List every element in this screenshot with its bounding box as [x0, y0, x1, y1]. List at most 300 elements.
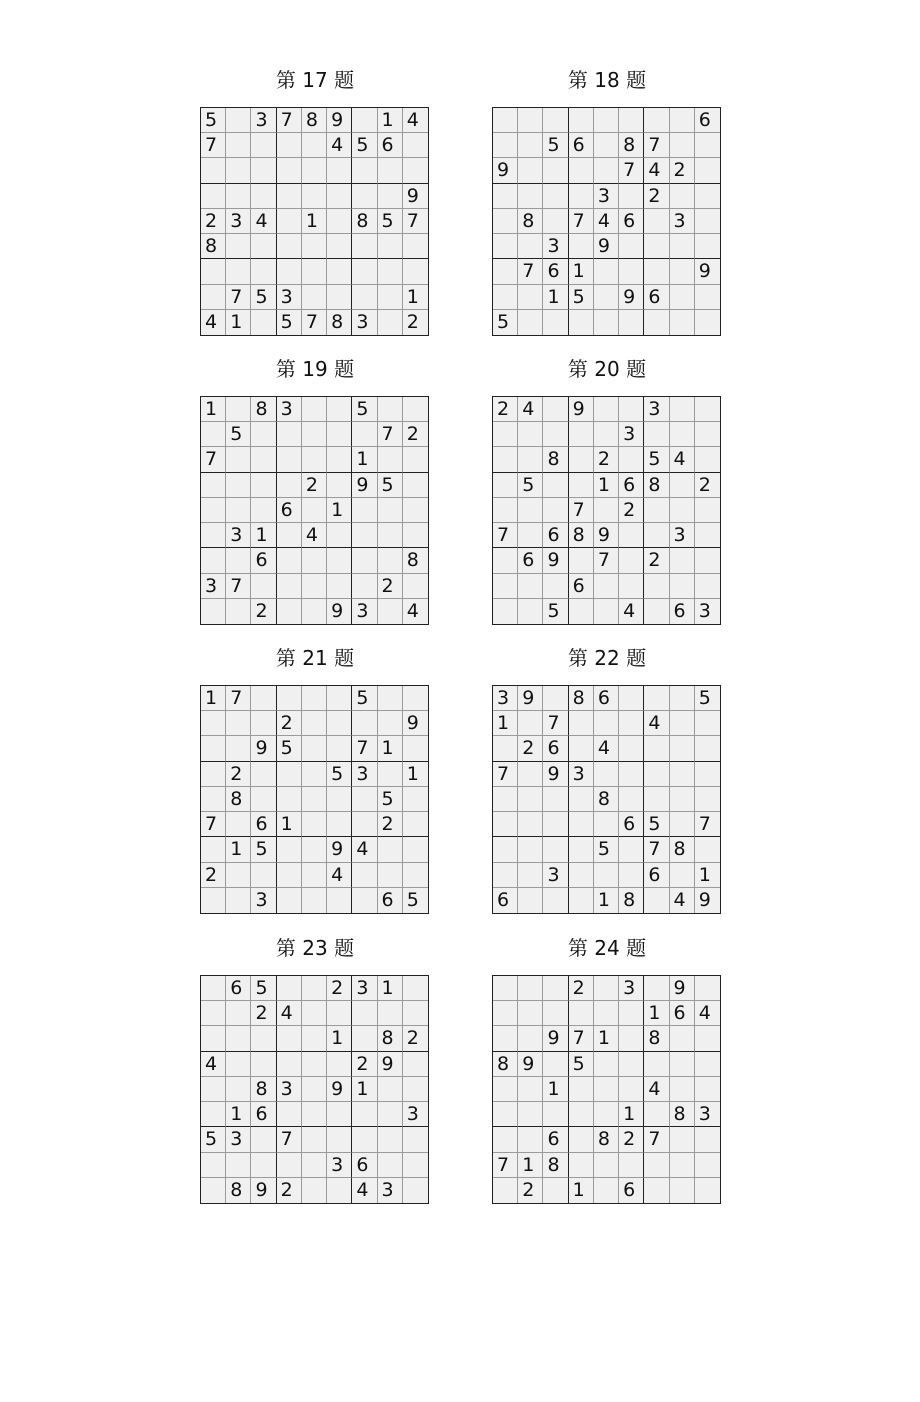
sudoku-cell [302, 1077, 327, 1102]
sudoku-cell: 5 [277, 310, 302, 335]
sudoku-cell [403, 234, 428, 259]
sudoku-cell [226, 1026, 251, 1051]
sudoku-cell: 6 [644, 863, 669, 888]
sudoku-cell [251, 498, 276, 523]
sudoku-cell: 4 [251, 209, 276, 234]
sudoku-cell [518, 762, 543, 787]
sudoku-cell [619, 1153, 644, 1178]
sudoku-cell: 9 [327, 108, 352, 133]
sudoku-cell [327, 1178, 352, 1203]
sudoku-cell [378, 310, 403, 335]
sudoku-cell [644, 1102, 669, 1127]
sudoku-cell: 3 [251, 888, 276, 913]
sudoku-cell [327, 209, 352, 234]
sudoku-cell [403, 473, 428, 498]
sudoku-cell: 9 [327, 1077, 352, 1102]
sudoku-cell: 9 [493, 158, 518, 183]
sudoku-cell [543, 888, 568, 913]
sudoku-cell [403, 574, 428, 599]
sudoku-cell [378, 259, 403, 284]
sudoku-cell: 2 [201, 863, 226, 888]
sudoku-cell [594, 1052, 619, 1077]
sudoku-cell [352, 1127, 377, 1152]
sudoku-cell: 6 [378, 133, 403, 158]
sudoku-cell [644, 762, 669, 787]
sudoku-cell [251, 574, 276, 599]
sudoku-cell [352, 158, 377, 183]
sudoku-cell [403, 133, 428, 158]
puzzle-title: 第 23 题 [275, 936, 355, 960]
sudoku-cell [201, 1102, 226, 1127]
sudoku-cell [378, 686, 403, 711]
sudoku-cell: 4 [518, 397, 543, 422]
sudoku-cell: 8 [201, 234, 226, 259]
sudoku-cell [543, 1001, 568, 1026]
sudoku-cell [670, 1153, 695, 1178]
sudoku-cell [302, 812, 327, 837]
sudoku-cell: 8 [403, 548, 428, 573]
sudoku-cell [543, 574, 568, 599]
sudoku-cell [302, 234, 327, 259]
sudoku-cell: 8 [619, 133, 644, 158]
sudoku-cell [201, 1026, 226, 1051]
puzzle-title: 第 22 题 [567, 646, 647, 670]
sudoku-cell [201, 787, 226, 812]
sudoku-cell: 2 [302, 473, 327, 498]
sudoku-cell: 3 [670, 523, 695, 548]
sudoku-cell [543, 787, 568, 812]
sudoku-grid [200, 396, 429, 625]
sudoku-cell [543, 498, 568, 523]
sudoku-cell [226, 1001, 251, 1026]
sudoku-cell [543, 108, 568, 133]
sudoku-cell [569, 812, 594, 837]
sudoku-cell [302, 762, 327, 787]
sudoku-cell [644, 498, 669, 523]
sudoku-cell [594, 574, 619, 599]
sudoku-cell: 7 [226, 285, 251, 310]
sudoku-cell [327, 812, 352, 837]
sudoku-cell: 5 [543, 599, 568, 624]
sudoku-cell: 1 [594, 1026, 619, 1051]
sudoku-cell [327, 1052, 352, 1077]
sudoku-cell [302, 548, 327, 573]
sudoku-cell: 5 [644, 812, 669, 837]
sudoku-cell [327, 888, 352, 913]
sudoku-cell [569, 310, 594, 335]
sudoku-cell: 7 [493, 1153, 518, 1178]
sudoku-cell: 1 [378, 736, 403, 761]
sudoku-cell [201, 736, 226, 761]
sudoku-cell [670, 711, 695, 736]
sudoku-cell: 4 [670, 447, 695, 472]
sudoku-cell: 3 [543, 234, 568, 259]
sudoku-cell [251, 863, 276, 888]
sudoku-cell: 6 [644, 285, 669, 310]
sudoku-cell [644, 310, 669, 335]
sudoku-cell [594, 711, 619, 736]
sudoku-cell: 1 [378, 976, 403, 1001]
sudoku-cell [277, 888, 302, 913]
sudoku-cell [251, 711, 276, 736]
sudoku-cell [695, 133, 720, 158]
sudoku-cell [302, 976, 327, 1001]
sudoku-cell: 9 [403, 711, 428, 736]
sudoku-cell: 8 [352, 209, 377, 234]
sudoku-grid [200, 975, 429, 1204]
sudoku-cell [378, 1153, 403, 1178]
sudoku-cell: 1 [569, 259, 594, 284]
sudoku-cell [201, 1178, 226, 1203]
sudoku-cell [518, 523, 543, 548]
sudoku-cell: 2 [644, 548, 669, 573]
sudoku-cell [695, 209, 720, 234]
sudoku-cell: 7 [201, 447, 226, 472]
sudoku-cell [569, 736, 594, 761]
sudoku-cell: 4 [594, 736, 619, 761]
sudoku-cell: 5 [569, 1052, 594, 1077]
sudoku-cell: 9 [543, 762, 568, 787]
sudoku-cell [594, 259, 619, 284]
sudoku-cell [619, 574, 644, 599]
sudoku-cell: 1 [277, 812, 302, 837]
sudoku-cell: 1 [352, 447, 377, 472]
sudoku-cell [619, 234, 644, 259]
sudoku-cell: 1 [493, 711, 518, 736]
sudoku-cell [226, 548, 251, 573]
sudoku-cell [569, 599, 594, 624]
sudoku-cell [302, 1178, 327, 1203]
sudoku-cell [302, 1026, 327, 1051]
sudoku-cell: 5 [543, 133, 568, 158]
sudoku-cell [327, 711, 352, 736]
sudoku-cell [644, 234, 669, 259]
sudoku-cell: 5 [378, 473, 403, 498]
sudoku-cell [226, 1077, 251, 1102]
sudoku-cell: 3 [569, 762, 594, 787]
sudoku-cell [403, 736, 428, 761]
sudoku-cell [543, 184, 568, 209]
sudoku-cell: 9 [518, 686, 543, 711]
sudoku-cell [594, 285, 619, 310]
sudoku-cell [493, 447, 518, 472]
sudoku-cell [251, 686, 276, 711]
sudoku-cell [302, 787, 327, 812]
sudoku-cell [670, 548, 695, 573]
sudoku-cell [277, 976, 302, 1001]
sudoku-cell [403, 447, 428, 472]
sudoku-cell: 2 [201, 209, 226, 234]
sudoku-cell: 1 [251, 523, 276, 548]
sudoku-cell: 7 [493, 762, 518, 787]
sudoku-cell: 1 [302, 209, 327, 234]
sudoku-cell [302, 259, 327, 284]
sudoku-cell [569, 548, 594, 573]
sudoku-cell: 8 [644, 473, 669, 498]
sudoku-cell [670, 133, 695, 158]
sudoku-cell [619, 1001, 644, 1026]
sudoku-cell [403, 523, 428, 548]
sudoku-cell [518, 310, 543, 335]
puzzle-title: 第 19 题 [275, 357, 355, 381]
sudoku-cell [493, 184, 518, 209]
sudoku-cell [403, 976, 428, 1001]
sudoku-cell: 5 [594, 837, 619, 862]
sudoku-cell: 3 [543, 863, 568, 888]
sudoku-cell [277, 1153, 302, 1178]
sudoku-cell [378, 184, 403, 209]
sudoku-cell: 2 [670, 158, 695, 183]
sudoku-cell [378, 234, 403, 259]
sudoku-cell: 6 [543, 523, 568, 548]
sudoku-cell [493, 1127, 518, 1152]
sudoku-grid [492, 396, 721, 625]
sudoku-cell [670, 812, 695, 837]
sudoku-cell [226, 498, 251, 523]
sudoku-cell: 5 [378, 209, 403, 234]
sudoku-cell [569, 108, 594, 133]
sudoku-cell [327, 234, 352, 259]
sudoku-cell [352, 523, 377, 548]
sudoku-cell [251, 184, 276, 209]
sudoku-cell [302, 397, 327, 422]
sudoku-cell [518, 976, 543, 1001]
sudoku-cell [594, 1102, 619, 1127]
sudoku-cell [352, 1102, 377, 1127]
sudoku-cell: 7 [569, 209, 594, 234]
sudoku-cell [352, 498, 377, 523]
sudoku-cell: 9 [378, 1052, 403, 1077]
sudoku-cell [644, 787, 669, 812]
sudoku-cell: 3 [378, 1178, 403, 1203]
sudoku-cell [201, 888, 226, 913]
sudoku-cell [201, 422, 226, 447]
sudoku-cell [619, 863, 644, 888]
sudoku-cell: 8 [569, 686, 594, 711]
sudoku-cell [251, 1026, 276, 1051]
sudoku-cell [493, 1178, 518, 1203]
sudoku-cell [302, 1153, 327, 1178]
sudoku-cell: 6 [594, 686, 619, 711]
sudoku-cell [352, 812, 377, 837]
sudoku-cell [644, 1178, 669, 1203]
sudoku-cell [670, 259, 695, 284]
sudoku-cell: 7 [518, 259, 543, 284]
sudoku-cell: 5 [695, 686, 720, 711]
sudoku-cell: 5 [277, 736, 302, 761]
sudoku-cell: 3 [352, 599, 377, 624]
sudoku-cell [594, 863, 619, 888]
sudoku-cell [518, 133, 543, 158]
sudoku-cell [594, 976, 619, 1001]
sudoku-cell [201, 1001, 226, 1026]
sudoku-cell: 9 [695, 259, 720, 284]
sudoku-cell [302, 158, 327, 183]
sudoku-cell [201, 599, 226, 624]
sudoku-cell: 5 [327, 762, 352, 787]
sudoku-cell [327, 736, 352, 761]
sudoku-cell [619, 711, 644, 736]
sudoku-cell [251, 133, 276, 158]
sudoku-cell [543, 1102, 568, 1127]
sudoku-cell [226, 473, 251, 498]
sudoku-cell: 6 [670, 599, 695, 624]
sudoku-cell [594, 812, 619, 837]
sudoku-cell [403, 837, 428, 862]
sudoku-cell [277, 787, 302, 812]
sudoku-cell [302, 574, 327, 599]
sudoku-cell: 9 [518, 1052, 543, 1077]
sudoku-cell [352, 1001, 377, 1026]
sudoku-cell [670, 1077, 695, 1102]
sudoku-cell: 8 [327, 310, 352, 335]
sudoku-cell: 7 [569, 1026, 594, 1051]
sudoku-cell [695, 234, 720, 259]
sudoku-cell: 4 [406, 599, 419, 622]
sudoku-cell [201, 711, 226, 736]
sudoku-cell: 8 [251, 397, 276, 422]
sudoku-cell [569, 158, 594, 183]
sudoku-cell [493, 1001, 518, 1026]
sudoku-cell: 6 [518, 548, 543, 573]
sudoku-cell [352, 184, 377, 209]
sudoku-cell [619, 548, 644, 573]
sudoku-cell: 4 [619, 599, 644, 624]
sudoku-cell [327, 259, 352, 284]
sudoku-cell [201, 285, 226, 310]
sudoku-cell [352, 234, 377, 259]
sudoku-cell: 2 [406, 310, 419, 333]
sudoku-cell: 1 [327, 1026, 352, 1051]
sudoku-cell [518, 1127, 543, 1152]
sudoku-cell [251, 447, 276, 472]
sudoku-cell: 1 [201, 686, 226, 711]
sudoku-cell: 5 [352, 686, 377, 711]
sudoku-cell [378, 1077, 403, 1102]
sudoku-cell [543, 837, 568, 862]
sudoku-cell [594, 133, 619, 158]
puzzle-title: 第 18 题 [567, 68, 647, 92]
sudoku-cell [327, 1001, 352, 1026]
sudoku-cell [569, 184, 594, 209]
sudoku-cell: 2 [594, 447, 619, 472]
sudoku-cell [695, 762, 720, 787]
sudoku-cell [201, 473, 226, 498]
sudoku-cell: 4 [327, 133, 352, 158]
sudoku-cell [518, 888, 543, 913]
sudoku-cell: 3 [226, 523, 251, 548]
sudoku-cell [518, 184, 543, 209]
sudoku-cell [543, 686, 568, 711]
sudoku-cell [403, 1127, 428, 1152]
sudoku-cell: 5 [378, 787, 403, 812]
sudoku-cell [201, 976, 226, 1001]
sudoku-cell [352, 863, 377, 888]
sudoku-cell [403, 863, 428, 888]
sudoku-cell [327, 397, 352, 422]
sudoku-cell [670, 473, 695, 498]
sudoku-cell [251, 422, 276, 447]
sudoku-cell [302, 599, 327, 624]
sudoku-cell [670, 422, 695, 447]
sudoku-cell [378, 837, 403, 862]
sudoku-cell [543, 473, 568, 498]
sudoku-cell [619, 523, 644, 548]
sudoku-cell [543, 158, 568, 183]
sudoku-cell [226, 599, 251, 624]
sudoku-cell [302, 736, 327, 761]
sudoku-cell: 1 [403, 285, 428, 310]
sudoku-cell: 5 [251, 837, 276, 862]
sudoku-cell [695, 1052, 720, 1077]
sudoku-cell [569, 473, 594, 498]
sudoku-cell [352, 574, 377, 599]
sudoku-cell [226, 812, 251, 837]
sudoku-cell [493, 736, 518, 761]
sudoku-cell [569, 1127, 594, 1152]
sudoku-cell: 8 [518, 209, 543, 234]
sudoku-cell [644, 209, 669, 234]
sudoku-cell [277, 574, 302, 599]
sudoku-cell [518, 1026, 543, 1051]
sudoku-cell [226, 133, 251, 158]
sudoku-cell: 6 [619, 209, 644, 234]
sudoku-cell [644, 422, 669, 447]
sudoku-cell [493, 787, 518, 812]
sudoku-cell: 5 [201, 1127, 226, 1152]
sudoku-cell: 5 [352, 397, 377, 422]
sudoku-cell [670, 310, 695, 335]
sudoku-cell [493, 837, 518, 862]
sudoku-cell [327, 158, 352, 183]
sudoku-cell [695, 837, 720, 862]
sudoku-cell [594, 1153, 619, 1178]
sudoku-cell [251, 787, 276, 812]
sudoku-cell [594, 108, 619, 133]
sudoku-cell: 1 [518, 1153, 543, 1178]
sudoku-cell [619, 1026, 644, 1051]
sudoku-cell: 1 [543, 1077, 568, 1102]
sudoku-cell [493, 574, 518, 599]
sudoku-cell: 8 [251, 1077, 276, 1102]
sudoku-cell: 7 [226, 574, 251, 599]
sudoku-cell: 2 [251, 599, 276, 624]
sudoku-cell [302, 133, 327, 158]
sudoku-cell [352, 711, 377, 736]
sudoku-cell: 4 [644, 711, 669, 736]
sudoku-cell: 9 [619, 285, 644, 310]
sudoku-cell [695, 310, 720, 335]
sudoku-cell [378, 1127, 403, 1152]
sudoku-cell [670, 574, 695, 599]
sudoku-cell: 4 [695, 1001, 720, 1026]
sudoku-cell [352, 422, 377, 447]
sudoku-cell [327, 1127, 352, 1152]
sudoku-cell [277, 686, 302, 711]
sudoku-cell [569, 422, 594, 447]
sudoku-cell [594, 1178, 619, 1203]
sudoku-cell [493, 863, 518, 888]
sudoku-cell [302, 1102, 327, 1127]
sudoku-cell [277, 548, 302, 573]
sudoku-cell [569, 447, 594, 472]
sudoku-cell: 7 [644, 133, 669, 158]
sudoku-cell [493, 599, 518, 624]
sudoku-cell [277, 209, 302, 234]
sudoku-cell: 2 [619, 498, 644, 523]
sudoku-cell [594, 1001, 619, 1026]
sudoku-cell [493, 259, 518, 284]
